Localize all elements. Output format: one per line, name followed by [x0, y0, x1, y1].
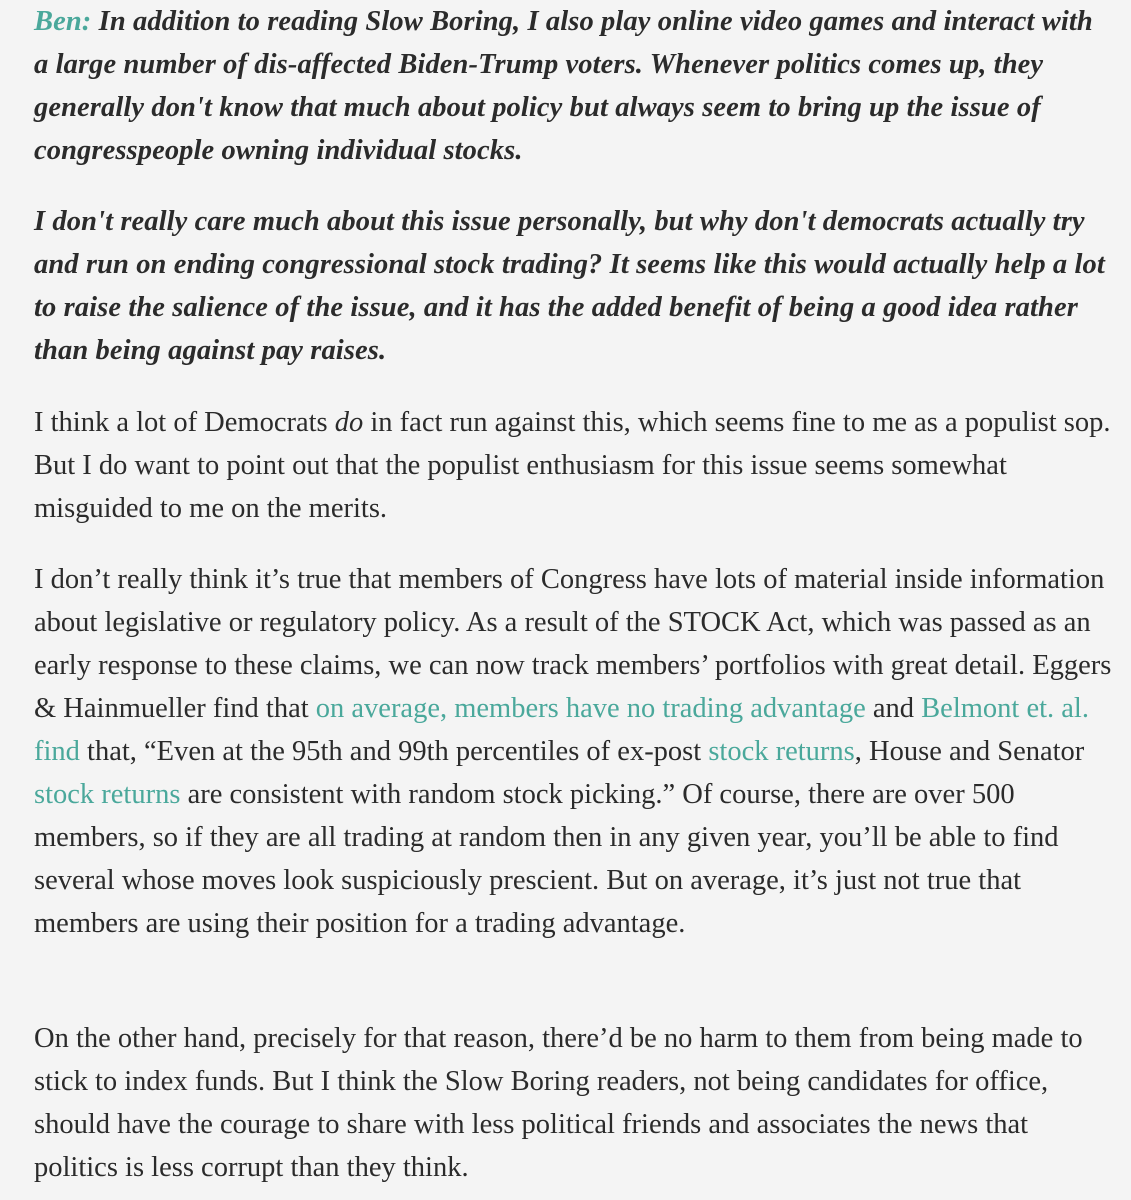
question-paragraph-2: I don't really care much about this issue personally, but why don't democrats actually try and run on ending congressional stock trading? It seems like this would actually help a lot to raise the salience of the issue, and it has the added benefit of being a good idea rather than being against pay raises. — [34, 206, 1105, 366]
answer-paragraph-1 — [34, 401, 1114, 530]
answer-text: in fact run against this, which seems fine to me as a populist sop. But I do want to point out that the populist enthusiasm for this issue seems somewhat misguided to me on the merits. — [34, 407, 1111, 524]
link-stock-returns-1[interactable]: stock returns — [708, 736, 855, 767]
link-stock-returns-2[interactable]: stock returns — [34, 779, 181, 810]
answer-paragraph-2 — [34, 558, 1114, 945]
answer-text: I don’t really think it’s true that members of Congress have lots of material inside information about legislative or regulatory policy. As a result of the STOCK Act, which was passed as an early response to these claims, we can now track members’ portfolios with great detail. Eggers & Hainmueller find that — [34, 564, 1112, 724]
answer-text: that, “Even at the 95th and 99th percentiles of ex-post — [79, 736, 709, 767]
answer-text: , House and Senator — [854, 736, 1085, 767]
answer-text: are consistent with random stock picking.” Of course, there are over 500 members, so if they are all trading at random then in any given year, you’ll be able to find several whose moves look suspiciously prescient. But on average, it’s just not true that members are using their position for a trading advantage. — [34, 779, 1059, 939]
emphasis-text: do — [334, 407, 364, 438]
question-text-1: In addition to reading Slow Boring, I also play online video games and interact with a large number of dis-affected Biden-Trump voters. Whenever politics comes up, they generally don't know that much about policy but always seem to bring up the issue of congresspeople owning individual stocks. — [34, 6, 1093, 166]
answer-paragraph-3: On the other hand, precisely for that reason, there’d be no harm to them from being made to stick to index funds. But I think the Slow Boring readers, not being candidates for office, should have the courage to share with less political friends and associates the news that politics is less corrupt than they think. — [34, 1023, 1083, 1183]
link-eggers-hainmueller[interactable]: on average, members have no trading advantage — [315, 693, 866, 724]
question-paragraph-1 — [34, 0, 1114, 172]
answer-text: and — [865, 693, 922, 724]
answer-text: I think a lot of Democrats — [34, 407, 335, 438]
link-belmont-et-al[interactable]: Belmont et. al. find — [34, 693, 1089, 767]
speaker-name: Ben: — [34, 6, 92, 37]
